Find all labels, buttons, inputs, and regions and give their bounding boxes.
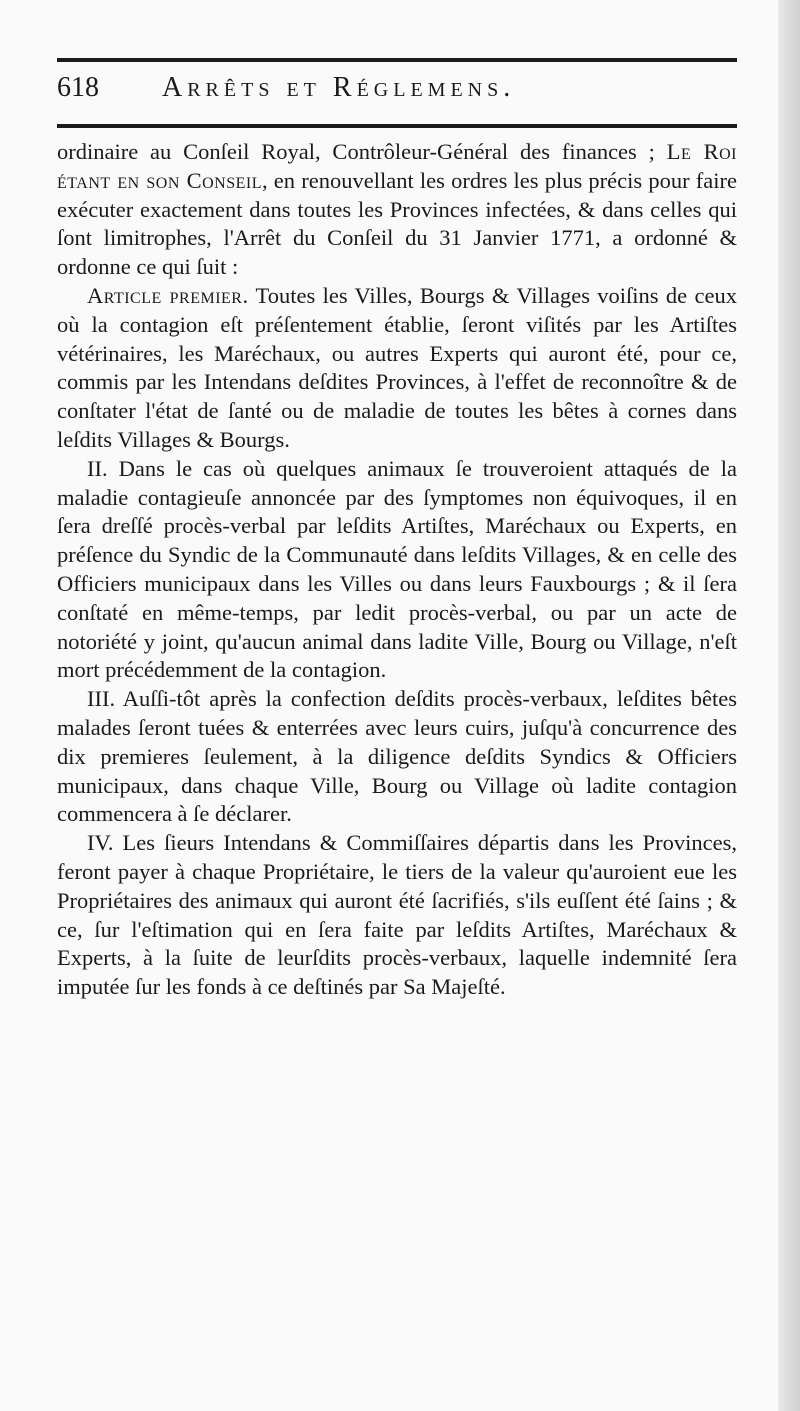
- header-rule-top: [57, 58, 737, 62]
- header-rule-bottom: [57, 124, 737, 128]
- running-title: Arrêts et Réglemens.: [162, 72, 516, 103]
- intro-smallcaps: Le Roi étant en son Conseil: [57, 139, 737, 193]
- article-2-paragraph: [57, 455, 737, 685]
- article-4-text: IV. Les ſieurs Intendans & Commiſſaires départis dans les Provinces, feront payer à chaque Propriétaire, le tiers de la valeur qu'auroient eue les Propriétaires des animaux qui auront été ſacrifiés, s'ils euſſent été ſains ; & ce, ſur l'eſtimation qui en ſera faite par leſdits Artiſtes, Maréchaux & Experts, à la ſuite de leurſdits procès-verbaux, laquelle indemnité ſera imputée ſur les fonds à ce deſtinés par Sa Majeſté.: [57, 830, 737, 1000]
- article-1-heading: Article premier.: [87, 282, 249, 308]
- intro-paragraph: [57, 138, 737, 282]
- intro-text-after: , en renouvellant les ordres les plus précis pour faire exécuter exactement dans toutes les Provinces infectées, & dans celles qui ſont limitrophes, l'Arrêt du Conſeil du 31 Janvier 1771, a ordonné & ordonne ce qui ſuit :: [57, 167, 738, 280]
- article-1-paragraph: [57, 282, 737, 455]
- article-4-paragraph: [57, 829, 737, 1002]
- page-edge-shadow: [778, 0, 800, 1411]
- article-2-text: II. Dans le cas où quelques animaux ſe trouveroient attaqués de la maladie contagieuſe annoncée par des ſymptomes non équivoques, il en ſera dreſſé procès-verbal par leſdits Artiſtes, Maréchaux ou Experts, en préſence du Syndic de la Communauté dans leſdits Villages, & en celle des Officiers municipaux dans les Villes ou dans leurs Fauxbourgs ; & il ſera conſtaté en même-temps, par ledit procès-verbal, ou par un acte de notoriété y joint, qu'aucun animal dans ladite Ville, Bourg ou Village, n'eſt mort précédemment de la contagion.: [57, 455, 737, 683]
- page-header: [57, 68, 737, 116]
- article-1-text: Toutes les Villes, Bourgs & Villages voiſins de ceux où la contagion eſt préſentement établie, ſeront viſités par les Artiſtes vétérinaires, les Maréchaux, ou autres Experts qui auront été, pour ce, commis par les Intendans deſdites Provinces, à l'effet de reconnoître & de conſtater l'état de ſanté ou de maladie de toutes les bêtes à cornes dans leſdits Villages & Bourgs.: [57, 282, 737, 452]
- article-3-paragraph: [57, 685, 737, 829]
- page-number: 618: [57, 72, 99, 103]
- body-text: [57, 138, 737, 1002]
- article-3-text: III. Auſſi-tôt après la confection deſdits procès-verbaux, leſdites bêtes malades ſeront tuées & enterrées avec leurs cuirs, juſqu'à concurrence des dix premieres ſeulement, à la diligence deſdits Syndics & Officiers municipaux, dans chaque Ville, Bourg ou Village où ladite contagion commencera à ſe déclarer.: [57, 686, 737, 827]
- intro-text-before: ordinaire au Conſeil Royal, Contrôleur-Général des finances ;: [57, 139, 667, 164]
